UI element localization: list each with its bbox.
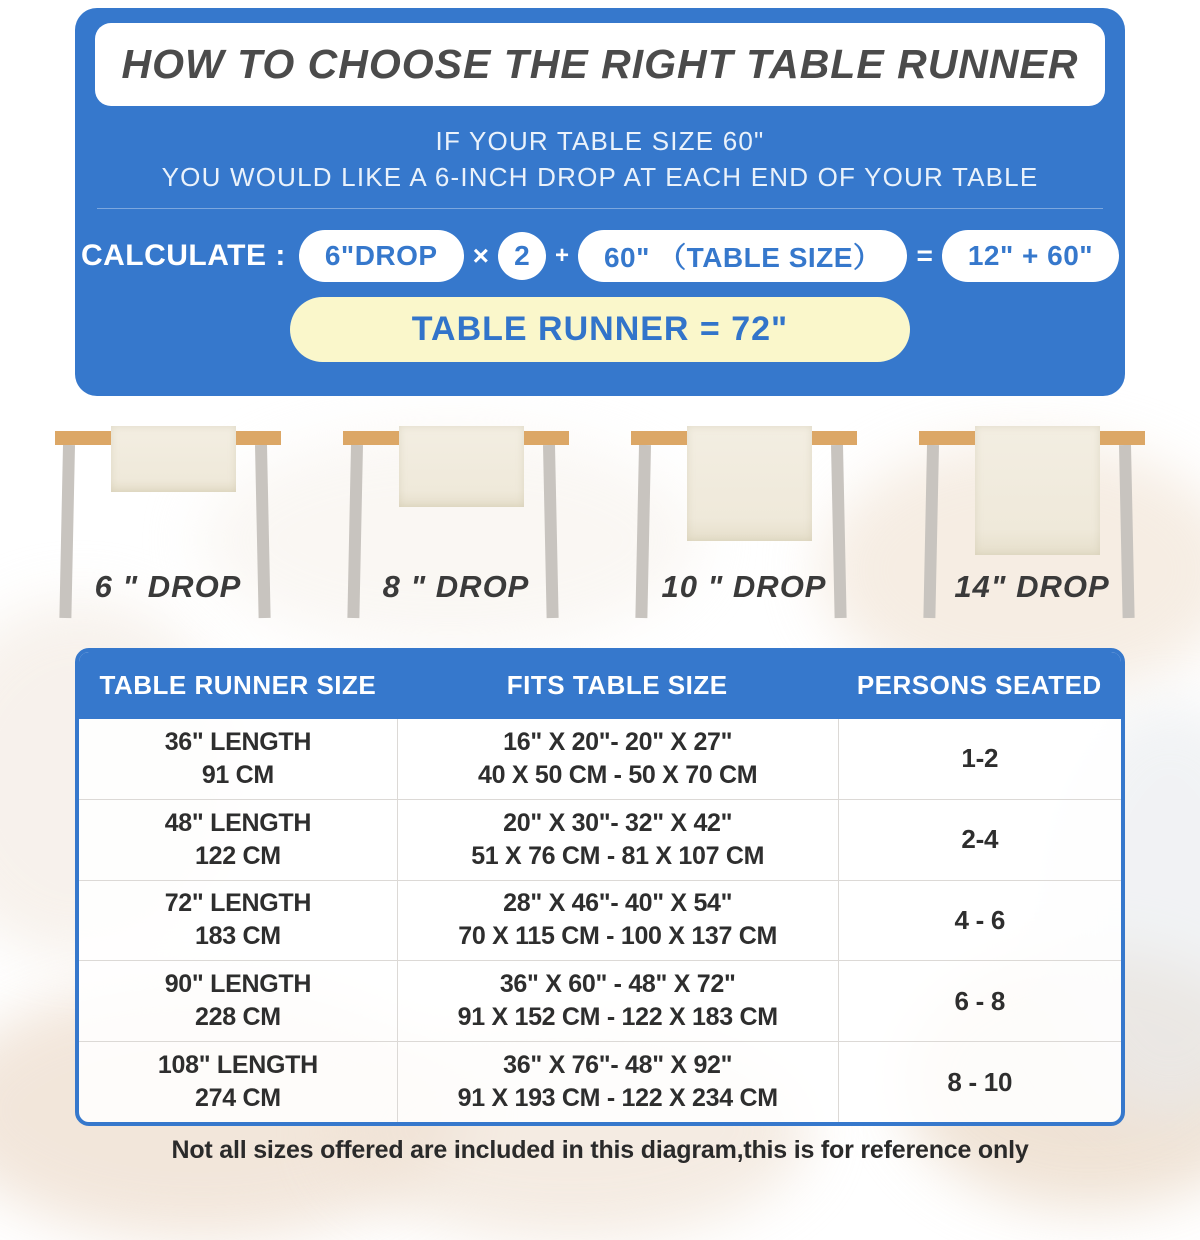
plus-sign: +	[554, 242, 569, 269]
intro-text	[75, 123, 1125, 195]
fits-table-cell	[397, 800, 838, 880]
runner-length: 108" LENGTH	[157, 1051, 318, 1080]
runner-size-cell	[79, 1042, 397, 1122]
drop-figure-10	[631, 423, 857, 628]
table-size-pill: 60" （TABLE SIZE）	[578, 230, 907, 282]
calculate-label: CALCULATE :	[80, 239, 286, 272]
runner-length: 90" LENGTH	[164, 970, 312, 999]
runner-length-cm: 91 CM	[201, 760, 274, 789]
fits-inches: 20" X 30"- 32" X 42"	[503, 808, 733, 837]
runner-length: 48" LENGTH	[164, 808, 312, 837]
column-header-persons: PERSONS SEATED	[856, 670, 1102, 700]
persons-seated-cell	[838, 881, 1121, 961]
table-row	[79, 960, 1121, 1041]
runner-size-cell	[79, 881, 397, 961]
table-body	[79, 719, 1121, 1122]
persons-seated-cell	[838, 800, 1121, 880]
fits-table-cell	[397, 961, 838, 1041]
table-runner-icon	[975, 426, 1100, 555]
hero-panel	[75, 8, 1125, 396]
intro-line-2: YOU WOULD LIKE A 6-INCH DROP AT EACH END OF YOUR TABLE	[161, 162, 1039, 192]
drop-label: 14" DROP	[954, 569, 1110, 604]
persons-value: 8 - 10	[947, 1066, 1013, 1097]
column-header-fits-table: FITS TABLE SIZE	[506, 670, 728, 700]
runner-length-cm: 122 CM	[195, 841, 281, 870]
fits-table-cell	[397, 881, 838, 961]
multiply-sign: ×	[472, 240, 489, 271]
calculation-formula	[75, 230, 1125, 282]
sum-pill: 12" + 60"	[942, 230, 1119, 282]
fits-cm: 40 X 50 CM - 50 X 70 CM	[478, 760, 758, 789]
drop-label: 6 " DROP	[94, 569, 242, 604]
table-runner-icon	[111, 426, 236, 492]
persons-value: 1-2	[961, 743, 999, 774]
drop-label: 8 " DROP	[382, 569, 530, 604]
fits-cm: 91 X 152 CM - 122 X 183 CM	[457, 1003, 778, 1032]
fits-inches: 36" X 76"- 48" X 92"	[503, 1051, 733, 1080]
divider-line	[97, 208, 1103, 209]
runner-length-cm: 228 CM	[195, 1003, 281, 1032]
table-row	[79, 799, 1121, 880]
table-row	[79, 880, 1121, 961]
title-card	[95, 23, 1105, 106]
table-runner-icon	[399, 426, 524, 507]
persons-seated-cell	[838, 961, 1121, 1041]
runner-size-cell	[79, 961, 397, 1041]
table-header-row	[79, 652, 1121, 719]
fits-inches: 36" X 60" - 48" X 72"	[499, 970, 736, 999]
fits-inches: 16" X 20"- 20" X 27"	[503, 727, 733, 756]
runner-length: 36" LENGTH	[164, 727, 312, 756]
drop-label: 10 " DROP	[661, 569, 827, 604]
table-row	[79, 1041, 1121, 1122]
drop-figure-6	[55, 423, 281, 628]
page-title: HOW TO CHOOSE THE RIGHT TABLE RUNNER	[121, 41, 1079, 87]
drop-illustrations	[55, 423, 1145, 628]
persons-value: 6 - 8	[954, 985, 1006, 1016]
fits-inches: 28" X 46"- 40" X 54"	[503, 889, 733, 918]
persons-value: 2-4	[961, 824, 999, 855]
equals-sign: =	[916, 240, 933, 271]
fits-cm: 70 X 115 CM - 100 X 137 CM	[458, 922, 778, 951]
runner-size-cell	[79, 719, 397, 799]
runner-size-cell	[79, 800, 397, 880]
runner-length-cm: 274 CM	[195, 1084, 281, 1113]
runner-length: 72" LENGTH	[164, 889, 312, 918]
fits-cm: 91 X 193 CM - 122 X 234 CM	[457, 1084, 778, 1113]
table-runner-icon	[687, 426, 812, 541]
drop-figure-14	[919, 423, 1145, 628]
fits-cm: 51 X 76 CM - 81 X 107 CM	[471, 841, 765, 870]
runner-length-cm: 183 CM	[195, 922, 281, 951]
drop-figure-8	[343, 423, 569, 628]
fits-table-cell	[397, 1042, 838, 1122]
intro-line-1: IF YOUR TABLE SIZE 60"	[435, 126, 765, 156]
drop-value-pill: 6"DROP	[299, 230, 464, 282]
fits-table-cell	[397, 719, 838, 799]
disclaimer-note: Not all sizes offered are included in this diagram,this is for reference only	[171, 1136, 1029, 1164]
persons-seated-cell	[838, 1042, 1121, 1122]
result-pill: TABLE RUNNER = 72"	[290, 297, 910, 362]
persons-value: 4 - 6	[954, 904, 1006, 935]
size-reference-table	[75, 648, 1125, 1126]
multiplier-circle: 2	[498, 232, 546, 280]
table-row	[79, 719, 1121, 799]
persons-seated-cell	[838, 719, 1121, 799]
column-header-runner-size: TABLE RUNNER SIZE	[99, 670, 377, 700]
